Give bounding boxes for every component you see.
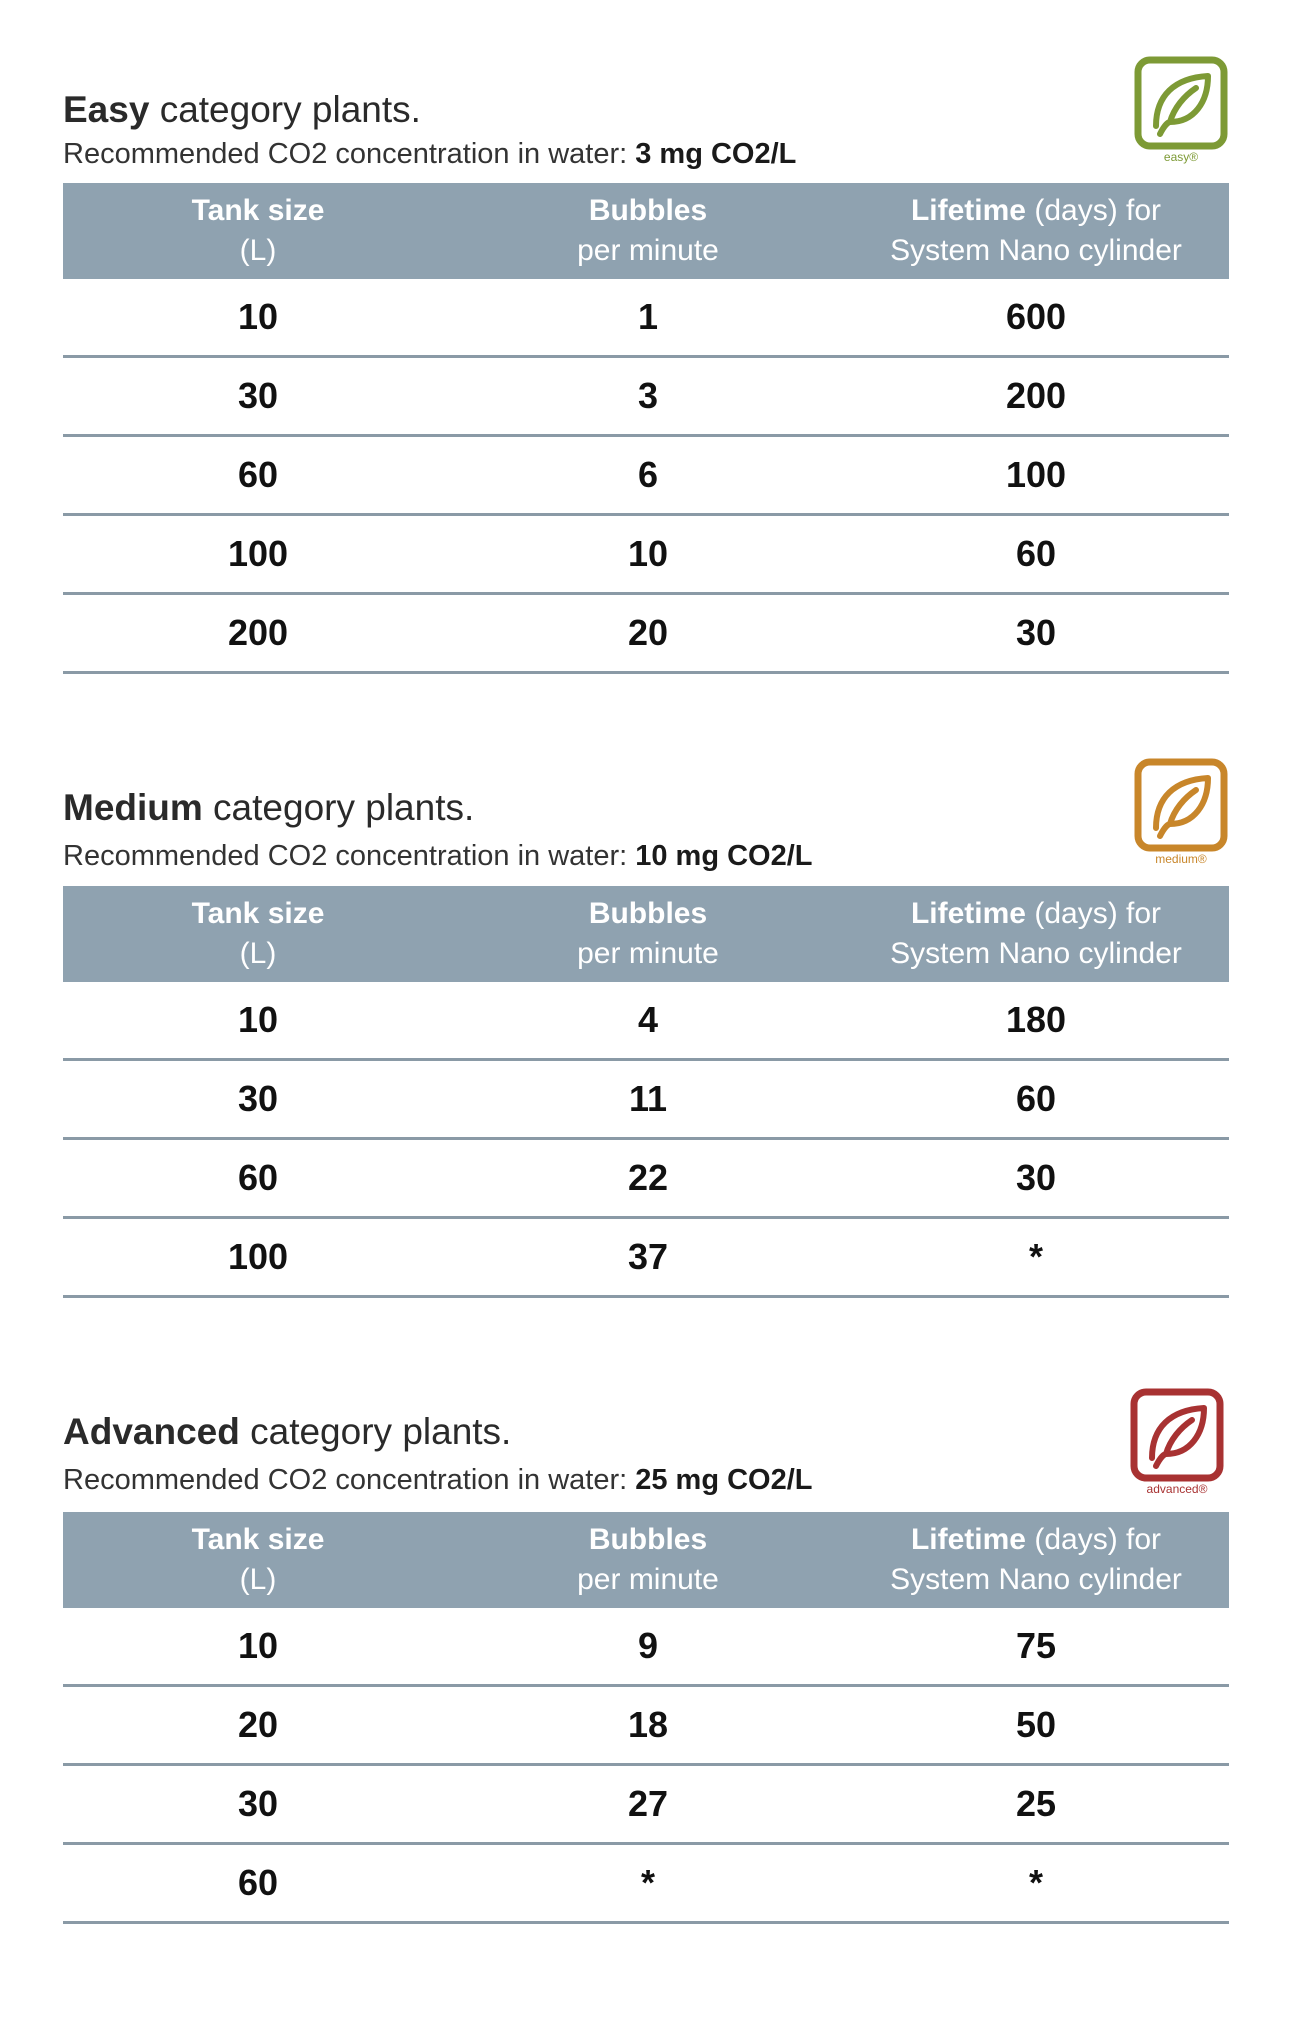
cell-lifetime: 25 <box>843 1765 1229 1844</box>
cell-tank-size: 10 <box>63 1608 453 1686</box>
cell-bubbles: 10 <box>453 515 843 594</box>
co2-recommendation <box>63 1462 813 1498</box>
co2-recommendation-value: 3 mg CO2/L <box>635 138 797 170</box>
header-lifetime-label: Lifetime <box>910 897 1026 930</box>
header-tank-size-label: Tank size <box>191 194 325 227</box>
cell-lifetime: 30 <box>843 1139 1229 1218</box>
section-title-rest: category plants. <box>202 787 475 828</box>
co2-recommendation-value: 10 mg CO2/L <box>635 840 813 872</box>
table-row <box>63 1608 1229 1686</box>
category-section <box>63 1410 1229 2030</box>
cell-lifetime: 60 <box>843 1060 1229 1139</box>
cell-bubbles: 37 <box>453 1218 843 1297</box>
table-row <box>63 1218 1229 1297</box>
cell-bubbles: 1 <box>453 279 843 357</box>
cell-tank-size: 60 <box>63 436 453 515</box>
co2-recommendation-label: Recommended CO2 concentration in water: <box>63 1464 636 1496</box>
table-row <box>63 515 1229 594</box>
co2-recommendation-value: 25 mg CO2/L <box>635 1464 813 1496</box>
cell-bubbles: 11 <box>453 1060 843 1139</box>
header-bubbles-label: Bubbles <box>588 1523 708 1556</box>
table-row <box>63 357 1229 436</box>
co2-table <box>63 886 1229 1298</box>
section-title-rest: category plants. <box>149 89 421 130</box>
header-lifetime <box>843 1512 1229 1608</box>
header-lifetime-unit: (days) for <box>1026 1523 1162 1556</box>
header-bubbles-unit: per minute <box>577 234 719 267</box>
cell-lifetime: 600 <box>843 279 1229 357</box>
header-bubbles <box>453 1512 843 1608</box>
table-row <box>63 1765 1229 1844</box>
category-badge <box>1129 1388 1225 1508</box>
header-bubbles-unit: per minute <box>577 1563 719 1596</box>
header-tank-size-unit: (L) <box>239 1563 277 1596</box>
table-row <box>63 594 1229 673</box>
cell-tank-size: 10 <box>63 982 453 1060</box>
cell-tank-size: 10 <box>63 279 453 357</box>
table-row <box>63 982 1229 1060</box>
cell-lifetime: 200 <box>843 357 1229 436</box>
section-title-rest: category plants. <box>239 1411 512 1452</box>
co2-recommendation-label: Recommended CO2 concentration in water: <box>63 138 636 170</box>
table-header-row <box>63 1512 1229 1608</box>
section-title-category: Easy <box>63 89 150 130</box>
cell-lifetime: 60 <box>843 515 1229 594</box>
category-badge <box>1133 56 1229 176</box>
leaf-icon <box>1134 758 1228 852</box>
cell-bubbles: * <box>453 1844 843 1923</box>
header-lifetime <box>843 886 1229 982</box>
leaf-icon <box>1134 56 1228 150</box>
category-badge-label: medium® <box>1155 852 1207 866</box>
category-badge-label: advanced® <box>1146 1482 1208 1496</box>
cell-tank-size: 60 <box>63 1139 453 1218</box>
table-row <box>63 1686 1229 1765</box>
header-tank-size <box>63 886 453 982</box>
cell-tank-size: 20 <box>63 1686 453 1765</box>
table-row <box>63 1139 1229 1218</box>
section-title-category: Medium <box>63 787 203 828</box>
cell-bubbles: 22 <box>453 1139 843 1218</box>
header-tank-size <box>63 183 453 279</box>
header-tank-size-label: Tank size <box>191 1523 325 1556</box>
cell-bubbles: 6 <box>453 436 843 515</box>
table-header-row <box>63 183 1229 279</box>
category-section <box>63 786 1229 1406</box>
header-lifetime-label: Lifetime <box>910 194 1026 227</box>
cell-lifetime: * <box>843 1844 1229 1923</box>
header-lifetime-label: Lifetime <box>910 1523 1026 1556</box>
cell-lifetime: 75 <box>843 1608 1229 1686</box>
cell-tank-size: 200 <box>63 594 453 673</box>
cell-bubbles: 4 <box>453 982 843 1060</box>
table-row <box>63 279 1229 357</box>
co2-recommendation <box>63 838 813 874</box>
cell-bubbles: 3 <box>453 357 843 436</box>
header-bubbles <box>453 183 843 279</box>
header-lifetime-unit: (days) for <box>1026 194 1162 227</box>
category-badge <box>1133 758 1229 878</box>
cell-lifetime: 100 <box>843 436 1229 515</box>
header-tank-size-unit: (L) <box>239 234 277 267</box>
cell-lifetime: * <box>843 1218 1229 1297</box>
header-lifetime-sub: System Nano cylinder <box>890 937 1182 970</box>
header-tank-size-label: Tank size <box>191 897 325 930</box>
co2-recommendation-label: Recommended CO2 concentration in water: <box>63 840 636 872</box>
co2-recommendation <box>63 136 796 172</box>
cell-tank-size: 60 <box>63 1844 453 1923</box>
leaf-icon <box>1130 1388 1224 1482</box>
cell-bubbles: 27 <box>453 1765 843 1844</box>
header-bubbles-label: Bubbles <box>588 194 708 227</box>
category-section <box>63 88 1229 708</box>
header-bubbles-label: Bubbles <box>588 897 708 930</box>
cell-tank-size: 30 <box>63 1060 453 1139</box>
cell-tank-size: 30 <box>63 357 453 436</box>
table-row <box>63 1060 1229 1139</box>
cell-bubbles: 18 <box>453 1686 843 1765</box>
category-badge-label: easy® <box>1163 150 1199 164</box>
section-title <box>63 1410 511 1454</box>
header-lifetime-sub: System Nano cylinder <box>890 1563 1182 1596</box>
cell-tank-size: 100 <box>63 1218 453 1297</box>
cell-tank-size: 30 <box>63 1765 453 1844</box>
cell-tank-size: 100 <box>63 515 453 594</box>
header-bubbles <box>453 886 843 982</box>
section-title-category: Advanced <box>63 1411 240 1452</box>
cell-lifetime: 50 <box>843 1686 1229 1765</box>
co2-table <box>63 183 1229 674</box>
cell-lifetime: 30 <box>843 594 1229 673</box>
header-lifetime <box>843 183 1229 279</box>
cell-bubbles: 20 <box>453 594 843 673</box>
section-title <box>63 88 421 132</box>
cell-lifetime: 180 <box>843 982 1229 1060</box>
header-bubbles-unit: per minute <box>577 937 719 970</box>
cell-bubbles: 9 <box>453 1608 843 1686</box>
table-row <box>63 436 1229 515</box>
co2-table <box>63 1512 1229 1924</box>
header-tank-size <box>63 1512 453 1608</box>
section-title <box>63 786 474 830</box>
table-row <box>63 1844 1229 1923</box>
header-tank-size-unit: (L) <box>239 937 277 970</box>
header-lifetime-sub: System Nano cylinder <box>890 234 1182 267</box>
header-lifetime-unit: (days) for <box>1026 897 1162 930</box>
table-header-row <box>63 886 1229 982</box>
